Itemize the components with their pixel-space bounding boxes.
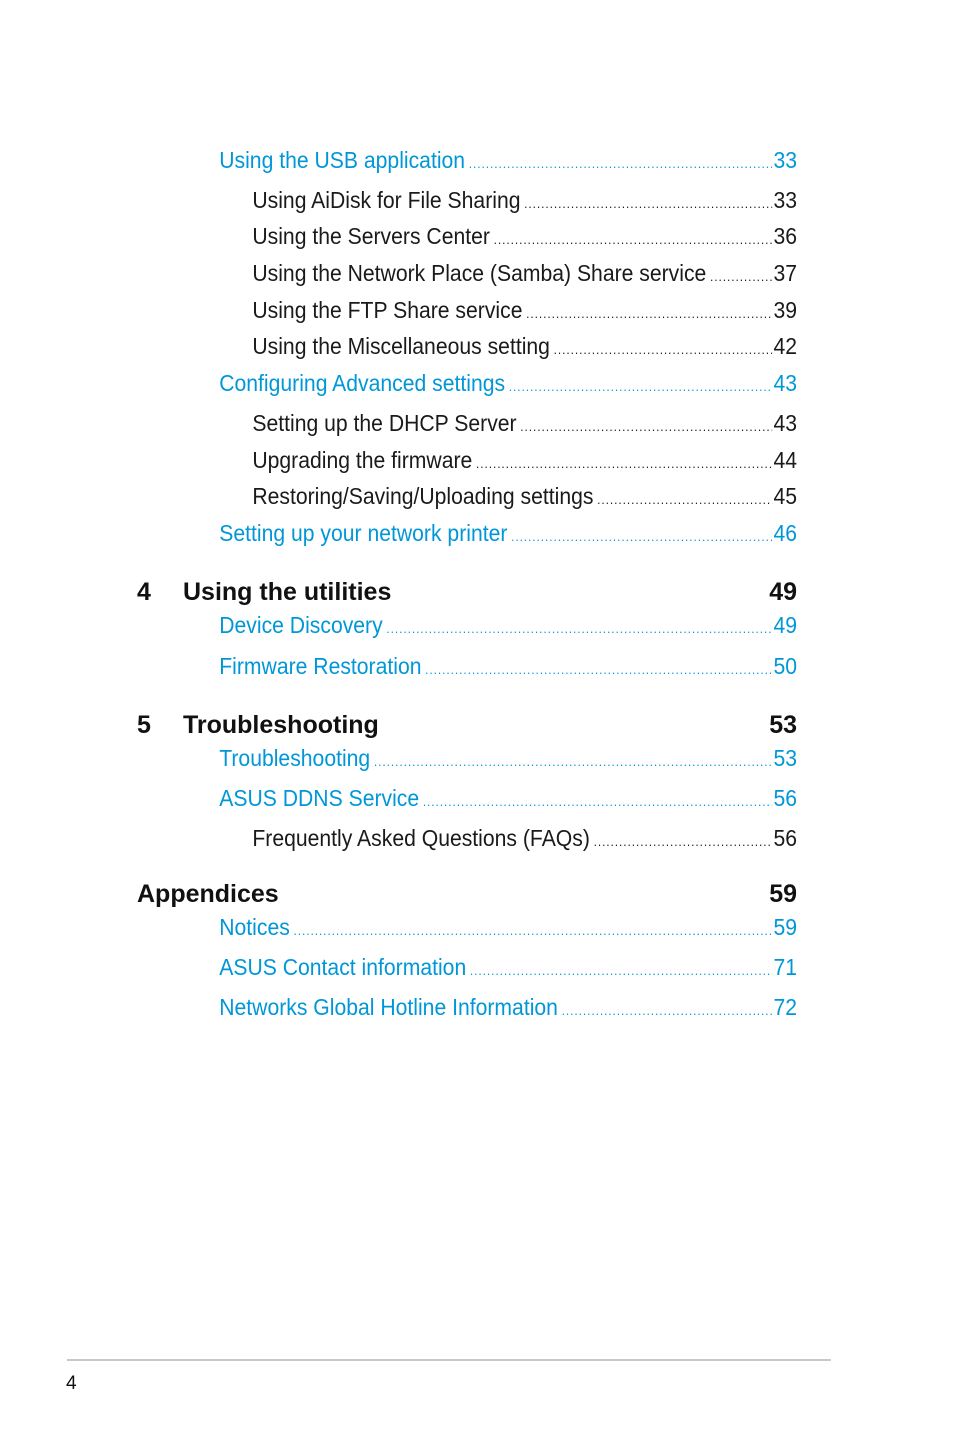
toc-entry-label: Using the Servers Center [252, 223, 490, 249]
dot-leader [509, 373, 773, 401]
toc-entry-label: Restoring/Saving/Uploading settings [252, 483, 594, 509]
toc-entry-page: 59 [773, 914, 797, 940]
toc-entry-firmware-restoration[interactable] [219, 652, 797, 684]
toc-entry-page: 46 [773, 520, 797, 546]
toc-entry-page: 49 [773, 612, 797, 638]
toc-entry-restoring [252, 482, 797, 514]
chapter-title: Using the utilities [183, 578, 392, 606]
toc-entry-page: 43 [773, 410, 797, 436]
toc-entry-label: Using the FTP Share service [252, 297, 523, 323]
toc-entry-troubleshooting[interactable] [219, 744, 797, 776]
chapter-title: Troubleshooting [183, 711, 379, 739]
toc-entry-ddns[interactable] [219, 784, 797, 816]
appendices-page: 59 [769, 880, 797, 908]
chapter-heading-5 [137, 710, 797, 740]
toc-entry-label: Notices [219, 914, 290, 940]
dot-leader [470, 957, 773, 985]
toc-entry-page: 36 [773, 223, 797, 249]
toc-entry-page: 45 [773, 483, 797, 509]
toc-entry-usb-application[interactable] [219, 146, 797, 178]
toc-entry-page: 50 [773, 653, 797, 679]
toc-entry-page: 42 [773, 333, 797, 359]
toc-entry-label: Configuring Advanced settings [219, 370, 506, 396]
dot-leader [476, 450, 773, 478]
chapter-page: 49 [769, 578, 797, 606]
toc-entry-label: Setting up the DHCP Server [252, 410, 517, 436]
chapter-heading-4 [137, 577, 797, 607]
dot-leader [526, 300, 772, 328]
dot-leader [594, 828, 773, 856]
toc-entry-label: Setting up your network printer [219, 520, 508, 546]
dot-leader [293, 917, 772, 945]
toc-entry-label: Using the Network Place (Samba) Share service [252, 260, 707, 286]
dot-leader [520, 413, 772, 441]
toc-entry-misc [252, 332, 797, 364]
toc-entry-page: 43 [773, 370, 797, 396]
toc-entry-ftp [252, 296, 797, 328]
toc-entry-label: Using AiDisk for File Sharing [252, 187, 521, 213]
appendices-heading [137, 879, 797, 909]
toc-entry-label: Firmware Restoration [219, 653, 422, 679]
toc-entry-page: 53 [773, 745, 797, 771]
toc-entry-label: Device Discovery [219, 612, 383, 638]
chapter-number: 4 [137, 578, 151, 606]
dot-leader [494, 226, 773, 254]
toc-entry-page: 44 [773, 447, 797, 473]
chapter-page: 53 [769, 711, 797, 739]
page-number: 4 [66, 1373, 77, 1394]
dot-leader [511, 523, 772, 551]
toc-entry-contact[interactable] [219, 953, 797, 985]
dot-leader [423, 788, 773, 816]
toc-entry-page: 56 [773, 785, 797, 811]
toc-entry-page: 71 [773, 954, 797, 980]
dot-leader [425, 656, 772, 684]
toc-entry-notices[interactable] [219, 913, 797, 945]
toc-entry-page: 33 [773, 187, 797, 213]
appendices-title: Appendices [137, 880, 279, 908]
toc-entry-page: 72 [773, 994, 797, 1020]
toc-entry-faqs [252, 824, 797, 856]
dot-leader [386, 615, 772, 643]
dot-leader [374, 748, 773, 776]
dot-leader [597, 486, 772, 514]
toc-entry-page: 33 [773, 147, 797, 173]
toc-entry-printer[interactable] [219, 519, 797, 551]
toc-entry-page: 56 [773, 825, 797, 851]
toc-entry-dhcp [252, 409, 797, 441]
toc-entry-advanced[interactable] [219, 369, 797, 401]
dot-leader [469, 150, 773, 178]
toc-entry-label: ASUS DDNS Service [219, 785, 420, 811]
toc-entry-label: Frequently Asked Questions (FAQs) [252, 825, 590, 851]
chapter-number: 5 [137, 711, 151, 739]
toc-entry-page: 39 [773, 297, 797, 323]
toc-entry-label: Upgrading the firmware [252, 447, 473, 473]
toc-entry-page: 37 [773, 260, 797, 286]
toc-entry-aidisk [252, 186, 797, 218]
toc-entry-label: Using the USB application [219, 147, 466, 173]
dot-leader [562, 997, 773, 1025]
toc-entry-device-discovery[interactable] [219, 611, 797, 643]
toc-entry-label: ASUS Contact information [219, 954, 467, 980]
toc-entry-servers-center [252, 222, 797, 254]
toc-entry-firmware-upgrade [252, 446, 797, 478]
toc-entry-samba [252, 259, 797, 291]
footer-divider [67, 1359, 831, 1361]
toc-entry-label: Using the Miscellaneous setting [252, 333, 550, 359]
toc-entry-label: Troubleshooting [219, 745, 371, 771]
dot-leader [524, 190, 772, 218]
toc-entry-hotline[interactable] [219, 993, 797, 1025]
toc-entry-label: Networks Global Hotline Information [219, 994, 558, 1020]
dot-leader [554, 336, 773, 364]
dot-leader [710, 263, 773, 291]
